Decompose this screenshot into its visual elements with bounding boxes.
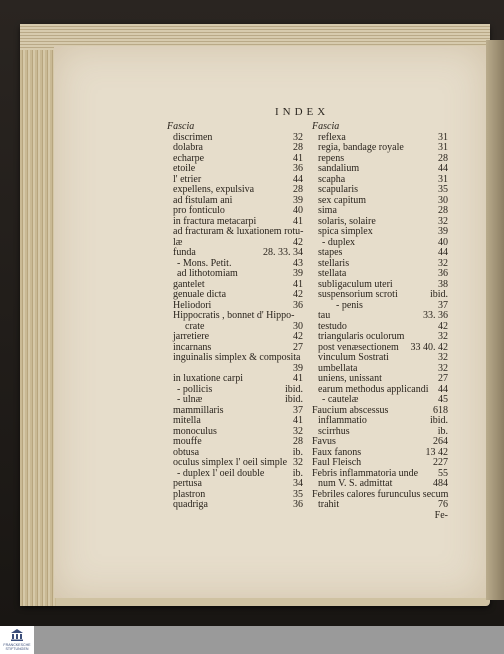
- entry-term: Febriles calores furunculus secum: [312, 488, 449, 500]
- entry-page: 36: [293, 163, 303, 174]
- entry-term: pertusa: [173, 478, 202, 489]
- entry-term: læ: [173, 236, 183, 248]
- index-entry: [312, 395, 448, 406]
- index-entry: [312, 290, 448, 301]
- entry-term: genuale dicta: [173, 289, 227, 300]
- entry-term: dolabra: [173, 142, 203, 153]
- entry-term: triangularis oculorum: [318, 331, 405, 342]
- entry-page: 30: [293, 320, 303, 332]
- index-entry: [312, 353, 448, 364]
- entry-term: scirrhus: [318, 425, 350, 437]
- index-entry: [167, 185, 303, 196]
- index-column-left: [167, 122, 303, 511]
- entry-term: num V. S. admittat: [318, 478, 393, 489]
- index-entry: [312, 374, 448, 385]
- entry-term: Fascia: [167, 121, 195, 132]
- index-entry: [312, 416, 448, 427]
- entry-term: - ulnæ: [177, 394, 203, 405]
- index-entry: [167, 122, 303, 133]
- entry-page: Fe-: [434, 509, 448, 521]
- entry-page: 55: [438, 467, 448, 479]
- entry-page: 28: [293, 436, 303, 447]
- index-entry: [167, 164, 303, 175]
- entry-page: 41: [293, 215, 303, 227]
- entry-page: 27: [293, 341, 303, 353]
- entry-page: ib.: [437, 425, 448, 437]
- entry-term: earum methodus applicandi: [318, 383, 429, 395]
- entry-term: stellaris: [318, 257, 350, 269]
- entry-page: 27: [438, 373, 448, 384]
- entry-page: 41: [293, 415, 303, 426]
- entry-term: post venæsectionem: [318, 341, 399, 353]
- entry-page: 35: [438, 184, 448, 195]
- entry-page: 43: [293, 257, 303, 269]
- entry-term: quadriga: [173, 499, 208, 510]
- entry-term: regia, bandage royale: [318, 142, 404, 153]
- entry-term: mammillaris: [173, 404, 224, 416]
- entry-term: stellata: [318, 268, 347, 279]
- entry-page: 39: [293, 194, 303, 206]
- entry-page: 44: [438, 383, 448, 395]
- entry-term: ad fracturam & luxationem rotu-: [173, 226, 304, 237]
- entry-page: ib.: [292, 467, 303, 479]
- index-entry: [167, 311, 303, 322]
- entry-term: scapularis: [318, 184, 358, 195]
- entry-page: 44: [438, 163, 448, 174]
- entry-page: ibid.: [429, 289, 448, 300]
- entry-page: 33. 36: [423, 310, 448, 321]
- entry-page: 31: [438, 173, 448, 185]
- entry-term: spica simplex: [318, 226, 373, 237]
- entry-page: 42: [438, 320, 448, 332]
- entry-term: Faucium abscessus: [312, 404, 389, 416]
- entry-term: subligaculum uteri: [318, 278, 393, 290]
- index-entry: [312, 227, 448, 238]
- entry-page: 36: [438, 268, 448, 279]
- entry-term: umbellata: [318, 362, 358, 374]
- entry-page: 35: [293, 488, 303, 500]
- index-entry: [312, 479, 448, 490]
- index-entry: [312, 458, 448, 469]
- entry-page: 28: [293, 142, 303, 153]
- index-entry: [312, 164, 448, 175]
- entry-term: trahit: [318, 499, 340, 510]
- entry-page: 37: [438, 299, 448, 311]
- entry-term: oculus simplex l' oeil simple: [173, 457, 288, 468]
- entry-page: 41: [293, 152, 303, 164]
- entry-page: 44: [293, 173, 303, 185]
- index-column-right: [312, 122, 448, 521]
- entry-page: 264: [433, 436, 448, 447]
- index-entry: [312, 437, 448, 448]
- entry-page: 42: [293, 236, 303, 248]
- entry-term: funda: [173, 247, 196, 258]
- entry-term: sima: [318, 205, 337, 216]
- entry-term: inflammatio: [318, 415, 367, 426]
- entry-page: 40: [293, 205, 303, 216]
- entry-term: ad fistulam ani: [173, 194, 233, 206]
- entry-term: expellens, expulsiva: [173, 184, 255, 195]
- index-entry: [167, 353, 303, 364]
- entry-term: testudo: [318, 320, 347, 332]
- facing-page-edge: [486, 40, 504, 600]
- entry-page: 32: [438, 257, 448, 269]
- entry-term: echarpe: [173, 152, 205, 164]
- entry-page: 37: [293, 404, 303, 416]
- entry-page: 39: [293, 362, 303, 374]
- entry-term: sandalium: [318, 163, 360, 174]
- entry-page: 38: [438, 278, 448, 290]
- entry-page: 30: [438, 194, 448, 206]
- index-entry: [312, 511, 448, 522]
- entry-term: discrimen: [173, 131, 213, 143]
- entry-term: in luxatione carpi: [173, 373, 243, 384]
- index-entry: [167, 437, 303, 448]
- entry-page: 28: [438, 152, 448, 164]
- index-entry: [167, 374, 303, 385]
- entry-term: Favus: [312, 436, 336, 447]
- entry-term: monoculus: [173, 425, 217, 437]
- entry-term: uniens, unissant: [318, 373, 382, 384]
- entry-term: l' etrier: [173, 173, 202, 185]
- entry-term: - Mons. Petit.: [177, 257, 232, 269]
- entry-term: ad lithotomiam: [177, 268, 238, 279]
- index-entry: [312, 143, 448, 154]
- index-entry: [167, 416, 303, 427]
- index-entry: [167, 227, 303, 238]
- entry-page: 45: [438, 394, 448, 405]
- building-icon: [11, 629, 23, 641]
- entry-page: 39: [438, 226, 448, 237]
- index-entry: [167, 143, 303, 154]
- entry-page: 41: [293, 373, 303, 384]
- entry-term: Febris inflammatoria unde: [312, 467, 419, 479]
- index-entry: [167, 479, 303, 490]
- entry-page: 39: [293, 268, 303, 279]
- entry-page: 28. 33. 34: [263, 247, 303, 258]
- entry-page: ib.: [292, 446, 303, 458]
- index-entry: [167, 395, 303, 406]
- entry-term: Fascia: [312, 121, 340, 132]
- entry-term: Faul Fleisch: [312, 457, 362, 468]
- entry-term: suspensorium scroti: [318, 289, 398, 300]
- institution-logo: [0, 626, 34, 654]
- entry-page: 32: [293, 457, 303, 468]
- entry-term: Hippocratis , bonnet d' Hippo-: [173, 310, 295, 321]
- index-entry: [167, 290, 303, 301]
- index-entry: [312, 269, 448, 280]
- index-entry: [312, 500, 448, 511]
- index-entry: [312, 206, 448, 217]
- entry-page: 31: [438, 142, 448, 153]
- entry-page: 32: [438, 331, 448, 342]
- page-header: INDEX: [275, 106, 330, 118]
- logo-text: FRANCKESCHE STIFTUNGEN: [3, 643, 31, 651]
- entry-page: 42: [293, 289, 303, 300]
- index-entry: [167, 269, 303, 280]
- entry-page: 36: [293, 299, 303, 311]
- index-entry: [167, 458, 303, 469]
- entry-term: vinculum Sostrati: [318, 352, 389, 363]
- entry-page: 36: [293, 499, 303, 510]
- entry-term: in fractura metacarpi: [173, 215, 257, 227]
- entry-term: Faux fanons: [312, 446, 362, 458]
- entry-term: inguinalis simplex & composita: [173, 352, 301, 363]
- entry-page: 34: [293, 478, 303, 489]
- entry-term: scapha: [318, 173, 346, 185]
- entry-page: 13 42: [425, 446, 448, 458]
- entry-page: 227: [433, 457, 448, 468]
- entry-term: - duplex: [322, 236, 356, 248]
- index-entry: [312, 248, 448, 259]
- entry-term: incarnans: [173, 341, 212, 353]
- entry-term: - penis: [336, 299, 363, 311]
- entry-term: Heliodori: [173, 299, 212, 311]
- entry-term: jarretiere: [173, 331, 210, 342]
- index-entry: [312, 332, 448, 343]
- entry-term: plastron: [173, 488, 206, 500]
- index-entry: [312, 122, 448, 133]
- entry-term: mouffe: [173, 436, 202, 447]
- entry-page: 32: [293, 131, 303, 143]
- entry-term: solaris, solaire: [318, 215, 376, 227]
- entry-page: 484: [433, 478, 448, 489]
- entry-term: repens: [318, 152, 345, 164]
- index-entry: [167, 332, 303, 343]
- entry-term: sex capitum: [318, 194, 367, 206]
- entry-term: - pollicis: [177, 383, 213, 395]
- entry-term: crate: [185, 320, 205, 332]
- entry-page: 618: [433, 404, 448, 416]
- entry-term: etoile: [173, 163, 196, 174]
- entry-term: - duplex l' oeil double: [177, 467, 265, 479]
- entry-page: 32: [438, 362, 448, 374]
- entry-page: 76: [438, 499, 448, 510]
- entry-page: 41: [293, 278, 303, 290]
- index-entry: [312, 311, 448, 322]
- index-entry: [167, 500, 303, 511]
- entry-page: 32: [293, 425, 303, 437]
- entry-page: 28: [438, 205, 448, 216]
- viewer-footer-bar: [0, 626, 504, 654]
- entry-term: obtusa: [173, 446, 200, 458]
- entry-term: gantelet: [173, 278, 205, 290]
- entry-page: 44: [438, 247, 448, 258]
- index-entry: [167, 206, 303, 217]
- entry-page: 32: [438, 215, 448, 227]
- entry-term: stapes: [318, 247, 343, 258]
- entry-page: 33 40. 42: [410, 341, 448, 353]
- entry-page: 42: [293, 331, 303, 342]
- entry-page: 40: [438, 236, 448, 248]
- index-entry: [167, 248, 303, 259]
- entry-page: 32: [438, 352, 448, 363]
- entry-term: tau: [318, 310, 331, 321]
- index-entry: [312, 185, 448, 196]
- entry-page: 31: [438, 131, 448, 143]
- entry-term: pro fonticulo: [173, 205, 225, 216]
- entry-page: ibid.: [284, 383, 303, 395]
- entry-term: mitella: [173, 415, 201, 426]
- entry-page: ibid.: [429, 415, 448, 426]
- entry-term: reflexa: [318, 131, 346, 143]
- entry-page: ibid.: [284, 394, 303, 405]
- entry-term: - cautelæ: [322, 394, 359, 405]
- entry-page: 28: [293, 184, 303, 195]
